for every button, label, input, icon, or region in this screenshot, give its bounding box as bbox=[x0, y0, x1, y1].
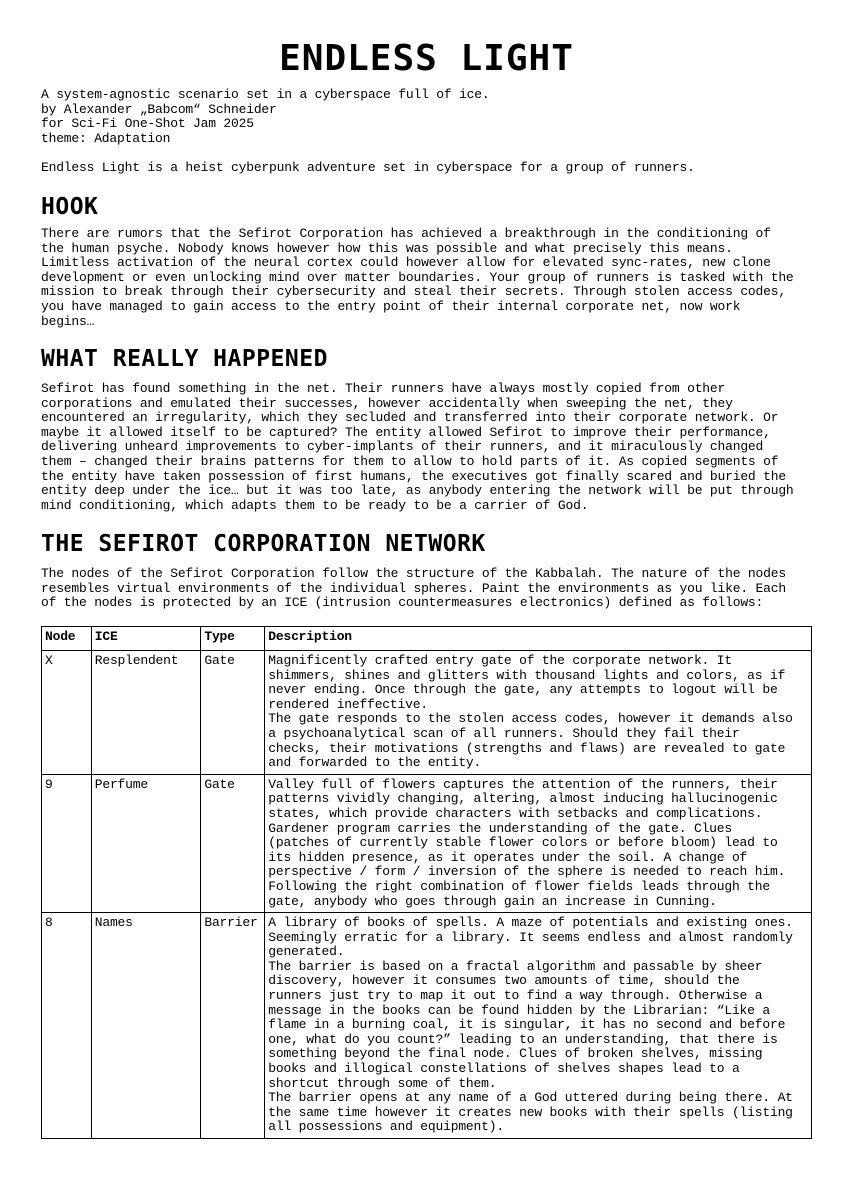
paragraph-line: delivering unheard improvements to cyber-implants of their runners, and it miraculously changed bbox=[41, 439, 764, 455]
paragraph-line: the human psyche. Nobody knows however how this was possible and what precisely this means. bbox=[41, 240, 733, 256]
description-cell bbox=[265, 913, 812, 1139]
description-line: shortcut through some of them. bbox=[268, 1075, 497, 1091]
intro-line: by Alexander „Babcom“ Schneider bbox=[41, 101, 277, 117]
paragraph-line: There are rumors that the Sefirot Corporation has achieved a breakthrough in the conditioning of bbox=[41, 226, 771, 241]
hook-paragraph bbox=[41, 227, 812, 329]
table-row bbox=[42, 651, 812, 775]
what-happened-paragraph bbox=[41, 382, 812, 513]
paragraph-line: mind conditioning, which adapts them to be ready to be a carrier of God. bbox=[41, 497, 589, 513]
description-line: The barrier opens at any name of a God uttered during being there. At bbox=[268, 1090, 793, 1106]
description-line: generated. bbox=[268, 944, 345, 960]
network-heading: THE SEFIROT CORPORATION NETWORK bbox=[41, 531, 486, 557]
description-line: its hidden presence, as it operates under the soil. A change of bbox=[268, 849, 748, 865]
node-cell: 8 bbox=[42, 913, 92, 1139]
hook-heading: HOOK bbox=[41, 194, 99, 220]
table-row bbox=[42, 913, 812, 1139]
column-header-ice: ICE bbox=[91, 627, 201, 651]
column-header-node: Node bbox=[42, 627, 92, 651]
description-line: message in the books can be found hidden by the Librarian: “Like a bbox=[268, 1002, 770, 1018]
nodes-table bbox=[41, 626, 812, 1139]
paragraph-line: Sefirot has found something in the net. Their runners have always mostly copied from other bbox=[41, 381, 726, 396]
table-header-row bbox=[42, 627, 812, 651]
intro-block bbox=[41, 88, 812, 146]
document-title: ENDLESS LIGHT bbox=[279, 38, 574, 79]
intro-line: for Sci-Fi One-Shot Jam 2025 bbox=[41, 116, 254, 132]
description-line: a psychoanalytical scan of all runners. Should they fail their bbox=[268, 725, 740, 741]
description-line: books and illogical constellations of shelves shapes lead to a bbox=[268, 1061, 740, 1077]
paragraph-line: maybe it allowed itself to be captured? The entity allowed Sefirot to improve their performance, bbox=[41, 424, 771, 440]
description-line: gate, anybody who goes through gain an increase in Cunning. bbox=[268, 893, 717, 909]
summary-paragraph bbox=[41, 161, 812, 176]
paragraph-line: entity deep under the ice… but it was too late, as anybody entering the network will be put through bbox=[41, 483, 794, 499]
ice-cell: Resplendent bbox=[91, 651, 201, 775]
description-line: Following the right combination of flower fields leads through the bbox=[268, 878, 770, 894]
paragraph-line: corporations and emulated their successes, however accidentally when sweeping the net, they bbox=[41, 395, 733, 411]
description-line: The gate responds to the stolen access codes, however it demands also bbox=[268, 711, 793, 727]
node-cell: X bbox=[42, 651, 92, 775]
description-line: (patches of currently stable flower colors or before bloom) lead to bbox=[268, 835, 778, 851]
paragraph-line: Limitless activation of the neural cortex could however allow for elevated sync-rates, new clone bbox=[41, 255, 771, 271]
paragraph-line: you have managed to gain access to the entry point of their internal corporate net, now work bbox=[41, 298, 741, 314]
description-line: checks, their motivations (strengths and flaws) are revealed to gate bbox=[268, 740, 786, 756]
description-line: never ending. Once through the gate, any attempts to logout will be bbox=[268, 682, 778, 698]
description-cell bbox=[265, 774, 812, 912]
description-line: rendered ineffective. bbox=[268, 696, 428, 712]
paragraph-line: begins… bbox=[41, 313, 95, 329]
paragraph-line: of the nodes is protected by an ICE (intrusion countermeasures electronics) defined as follows: bbox=[41, 595, 764, 611]
ice-cell: Names bbox=[91, 913, 201, 1139]
description-line: one, what do you count?” leading to an understanding, that there is bbox=[268, 1031, 778, 1047]
description-line: flame in a burning coal, it is singular, it has no second and before bbox=[268, 1017, 786, 1033]
paragraph-line: resembles virtual environments of the individual spheres. Paint the environments as you like. Each bbox=[41, 580, 786, 596]
description-line: perspective / form / inversion of the sphere is needed to reach him. bbox=[268, 864, 786, 880]
summary-line: Endless Light is a heist cyberpunk adventure set in cyberspace for a group of runners. bbox=[41, 160, 695, 175]
type-cell: Barrier bbox=[201, 913, 265, 1139]
description-line: shimmers, shines and glitters with thousand lights and colors, as if bbox=[268, 667, 786, 683]
what-happened-heading: WHAT REALLY HAPPENED bbox=[41, 346, 328, 372]
type-cell: Gate bbox=[201, 651, 265, 775]
description-line: states, which provide characters with setbacks and complications. bbox=[268, 805, 763, 821]
description-line: and forwarded to the entity. bbox=[268, 755, 482, 771]
paragraph-line: the entity have taken possession of first humans, the executives got finally scared and buried the bbox=[41, 468, 786, 484]
intro-line: A system-agnostic scenario set in a cyberspace full of ice. bbox=[41, 87, 490, 102]
paragraph-line: The nodes of the Sefirot Corporation follow the structure of the Kabbalah. The nature of the nodes bbox=[41, 566, 786, 581]
paragraph-line: mission to break through their cybersecurity and steal their secrets. Through stolen access codes, bbox=[41, 284, 786, 300]
network-paragraph bbox=[41, 567, 812, 611]
description-line: the same time however it creates new books with their spells (listing bbox=[268, 1104, 793, 1120]
description-line: Valley full of flowers captures the attention of the runners, their bbox=[268, 776, 778, 792]
description-cell bbox=[265, 651, 812, 775]
description-line: discovery, however it consumes two amounts of time, should the bbox=[268, 973, 740, 989]
description-line: Seemingly erratic for a library. It seems endless and almost randomly bbox=[268, 929, 793, 945]
description-line: Magnificently crafted entry gate of the corporate network. It bbox=[268, 653, 732, 668]
description-line: Gardener program carries the understanding of the gate. Clues bbox=[268, 820, 732, 836]
description-line: patterns vividly changing, altering, almost inducing hallucinogenic bbox=[268, 791, 778, 807]
description-line: all possessions and equipment). bbox=[268, 1119, 504, 1135]
intro-line: theme: Adaptation bbox=[41, 130, 171, 146]
description-line: A library of books of spells. A maze of potentials and existing ones. bbox=[268, 915, 793, 931]
node-cell: 9 bbox=[42, 774, 92, 912]
column-header-description: Description bbox=[265, 627, 812, 651]
paragraph-line: them – changed their brains patterns for them to allow to hold parts of it. As copied segments of bbox=[41, 453, 779, 469]
paragraph-line: encountered an irregularity, which they secluded and transferred into their corporate network. Or bbox=[41, 410, 779, 426]
description-line: The barrier is based on a fractal algorithm and passable by sheer bbox=[268, 958, 763, 974]
table-row bbox=[42, 774, 812, 912]
description-line: runners just try to map it out to find a way through. Otherwise a bbox=[268, 988, 763, 1004]
ice-cell: Perfume bbox=[91, 774, 201, 912]
description-line: something beyond the final node. Clues of broken shelves, missing bbox=[268, 1046, 763, 1062]
paragraph-line: development or even unlocking mind over matter boundaries. Your group of runners is tasked with the bbox=[41, 269, 794, 285]
column-header-type: Type bbox=[201, 627, 265, 651]
type-cell: Gate bbox=[201, 774, 265, 912]
